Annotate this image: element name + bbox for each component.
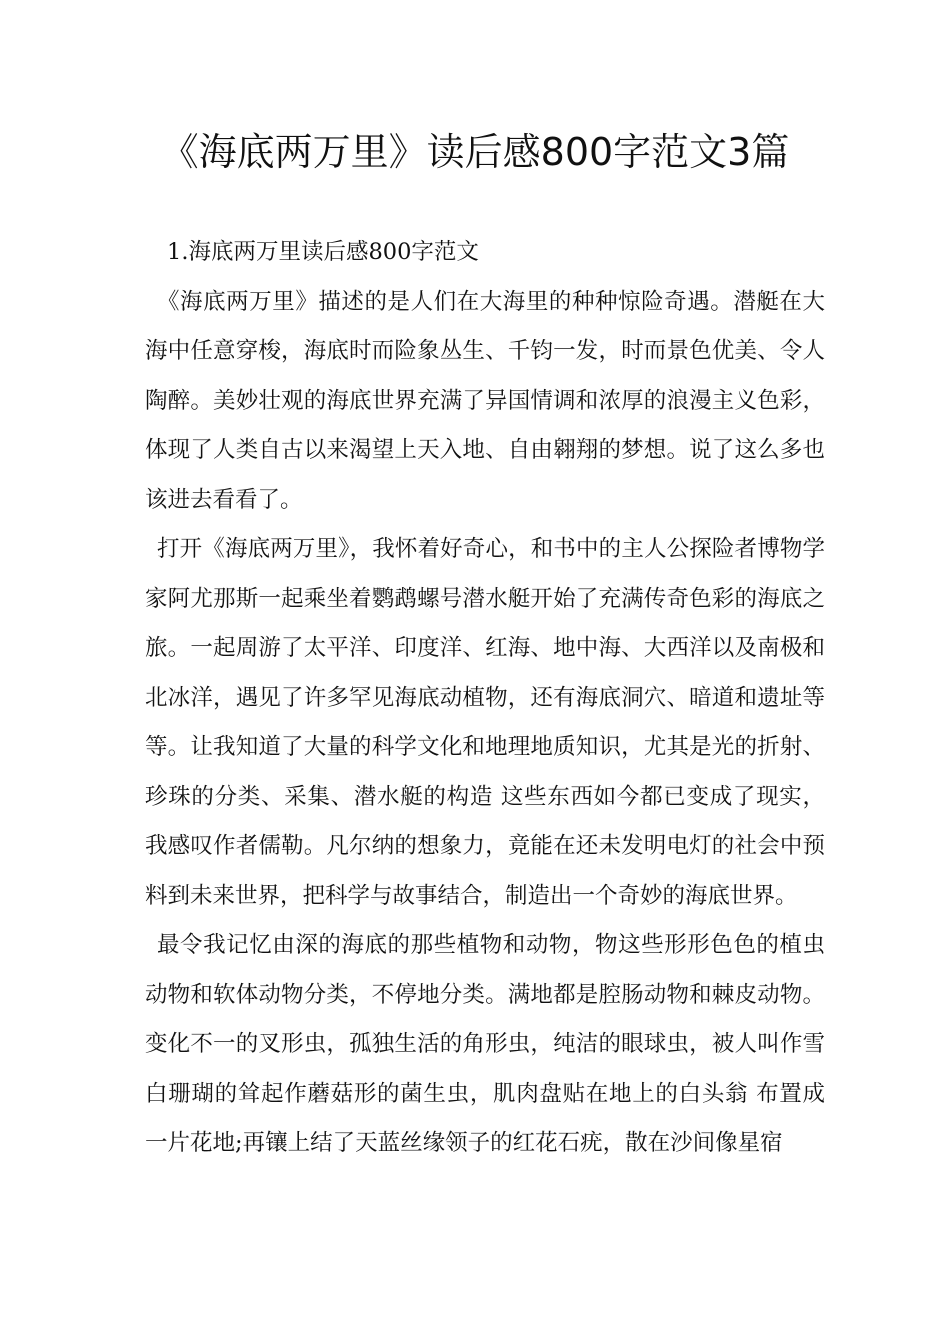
document-body xyxy=(145,228,825,1169)
section-heading: 1.海底两万里读后感800字范文 xyxy=(167,239,479,265)
document-title: 《海底两万里》读后感800字范文3篇 xyxy=(160,130,790,174)
paragraph: 打开《海底两万里》，我怀着好奇心，和书中的主人公探险者博物学家阿尤那斯一起乘坐着鹦鹉螺号潜水艇开始了充满传奇色彩的海底之旅。一起周游了太平洋、印度洋、红海、地中海、大西洋以及南极和北冰洋，遇见了许多罕见海底动植物，还有海底洞穴、暗道和遗址等等。让我知道了大量的科学文化和地理地质知识，尤其是光的折射、珍珠的分类、采集、潜水艇的构造 这些东西如今都已变成了现实，我感叹作者儒勒。凡尔纳的想象力，竟能在还未发明电灯的社会中预料到未来世界，把科学与故事结合，制造出一个奇妙的海底世界。 xyxy=(145,536,825,909)
paragraph: 最令我记忆由深的海底的那些植物和动物，物这些形形色色的植虫动物和软体动物分类，不停地分类。满地都是腔肠动物和棘皮动物。变化不一的叉形虫，孤独生活的角形虫，纯洁的眼球虫，被人叫作雪白珊瑚的耸起作蘑菇形的菌生虫，肌肉盘贴在地上的白头翁 布置成一片花地;再镶上结了天蓝丝缘领子的红花石疣，散在沙间像星宿 xyxy=(145,932,825,1156)
paragraph: 《海底两万里》描述的是人们在大海里的种种惊险奇遇。潜艇在大海中任意穿梭，海底时而险象丛生、千钧一发，时而景色优美、令人陶醉。美妙壮观的海底世界充满了异国情调和浓厚的浪漫主义色彩，体现了人类自古以来渴望上天入地、自由翱翔的梦想。说了这么多也该进去看看了。 xyxy=(145,288,825,513)
